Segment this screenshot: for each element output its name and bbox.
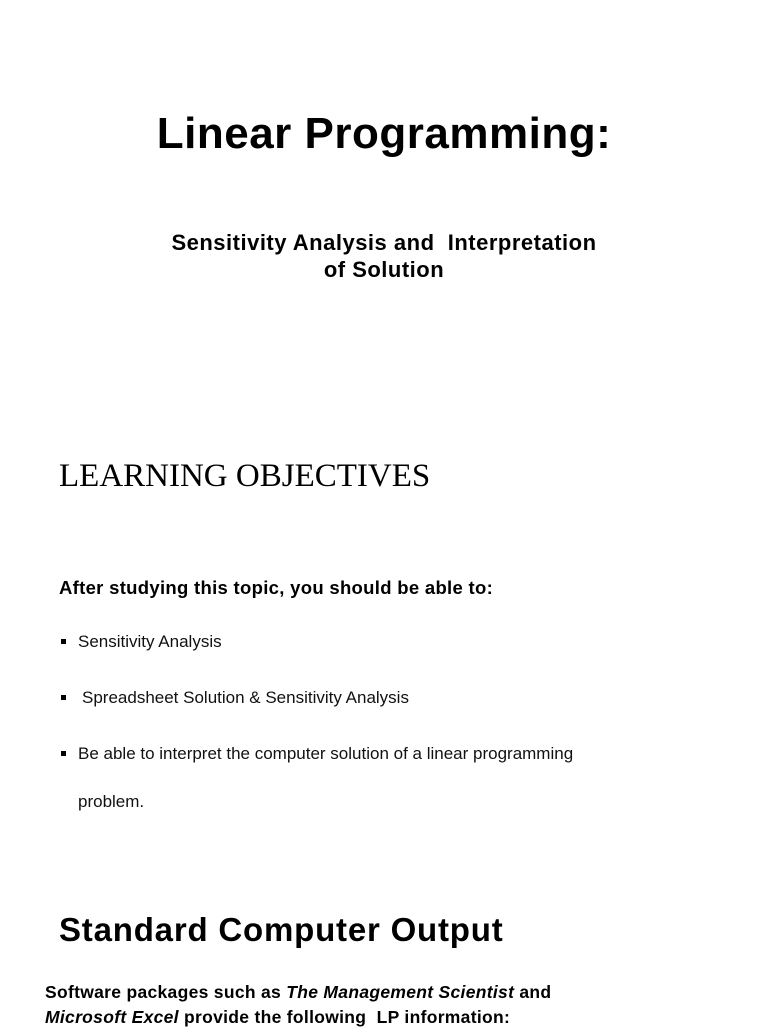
objectives-list <box>59 630 573 814</box>
paragraph-line-1 <box>45 980 745 1005</box>
paragraph-line-2 <box>45 1005 745 1030</box>
paragraph-text: and <box>514 982 552 1002</box>
subtitle-line-1: Sensitivity Analysis and Interpretation <box>171 230 597 255</box>
section-heading: Standard Computer Output <box>59 911 504 948</box>
software-name: The Management Scientist <box>286 982 515 1002</box>
square-bullet-icon <box>61 639 66 644</box>
subtitle-line-2: of Solution <box>323 257 445 282</box>
list-item-text: Spreadsheet Solution & Sensitivity Analysis <box>82 688 409 707</box>
paragraph-text: Software packages such as <box>45 982 287 1002</box>
list-item <box>59 686 573 710</box>
section-paragraph <box>45 980 745 1030</box>
list-item-text: Sensitivity Analysis <box>78 632 222 651</box>
paragraph-text: provide the following LP information: <box>178 1007 511 1027</box>
list-item <box>59 630 573 654</box>
list-item <box>59 742 573 814</box>
list-item-text: Be able to interpret the computer solution of a linear programming <box>78 744 574 763</box>
software-name: Microsoft Excel <box>45 1007 179 1027</box>
learning-objectives-heading: LEARNING OBJECTIVES <box>59 458 431 494</box>
document-subtitle <box>84 229 684 283</box>
document-title: Linear Programming: <box>156 109 612 158</box>
square-bullet-icon <box>61 695 66 700</box>
objectives-intro: After studying this topic, you should be able to: <box>59 577 494 598</box>
list-item-text-continued: problem. <box>78 792 145 811</box>
square-bullet-icon <box>61 751 66 756</box>
